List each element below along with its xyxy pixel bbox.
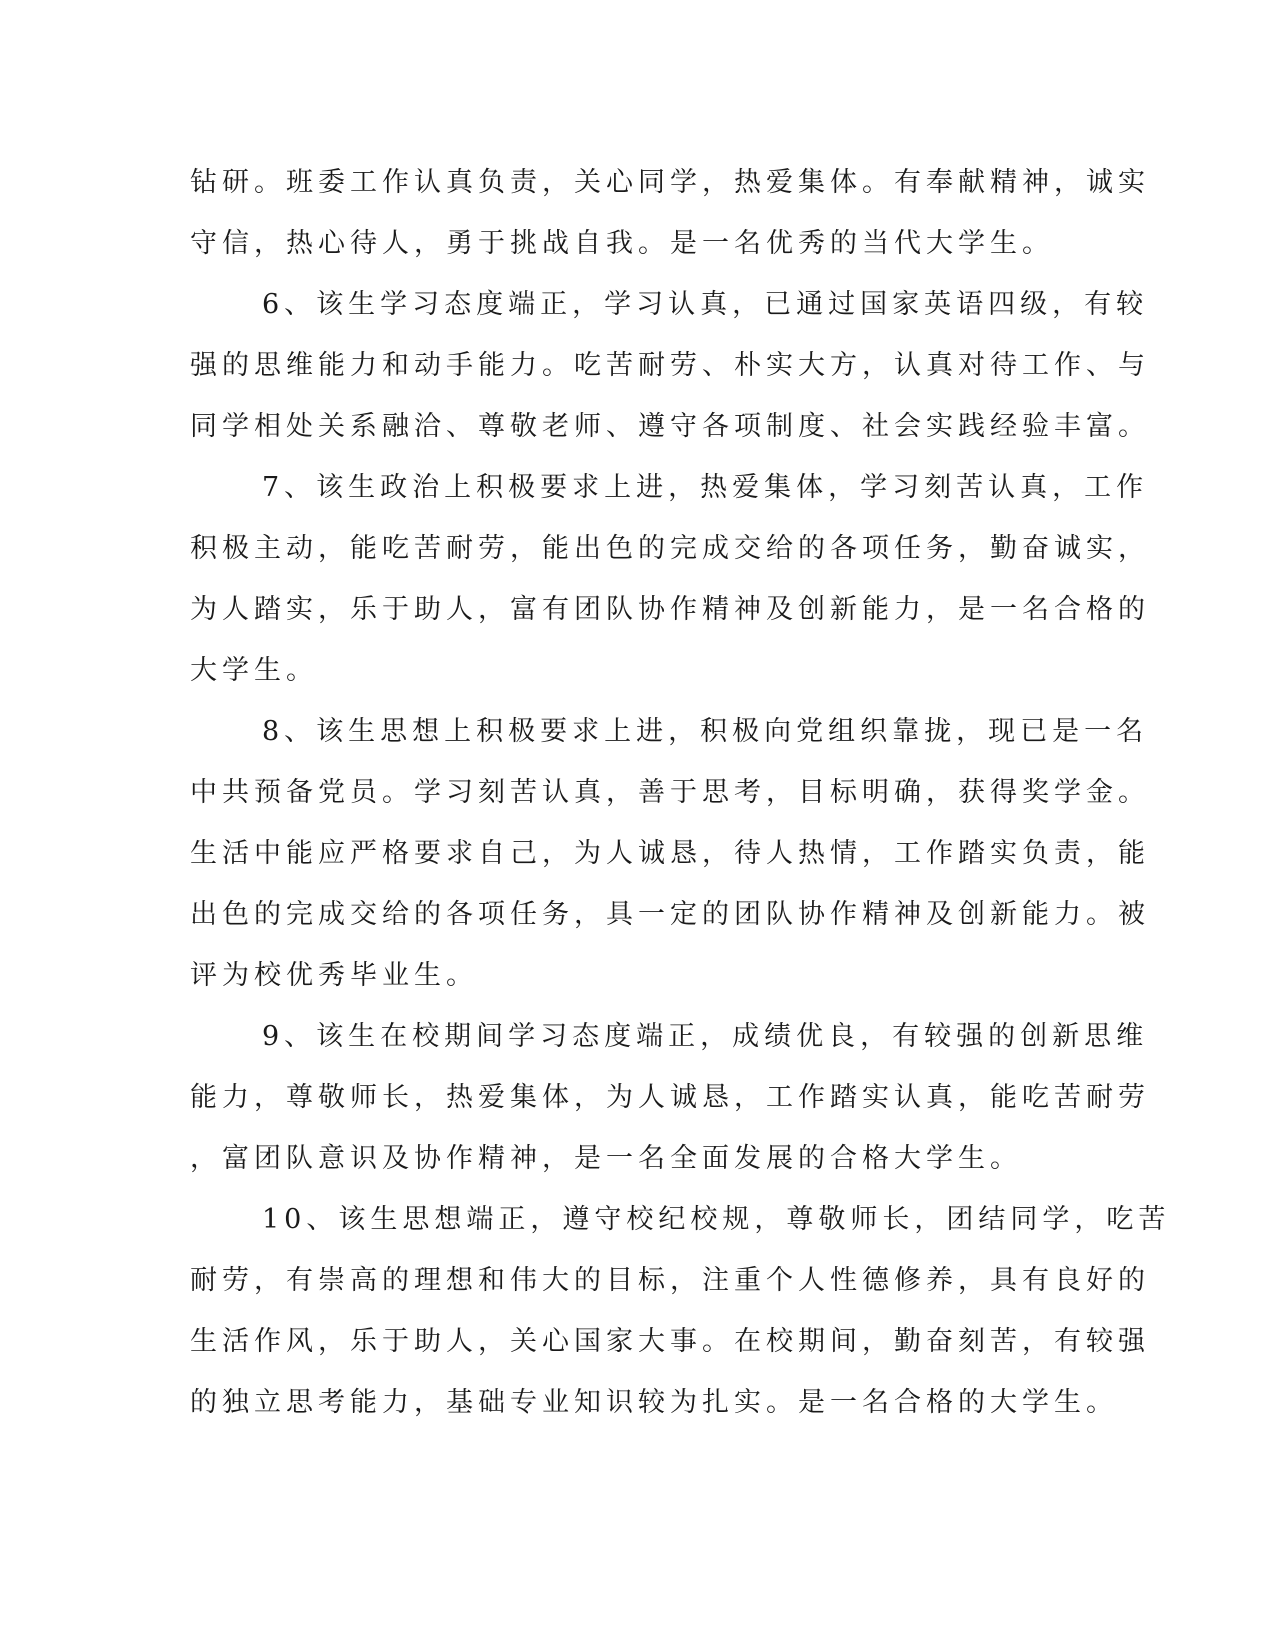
paragraph-8-start: 8、该生思想上积极要求上进，积极向党组织靠拢，现已是一名 [262, 716, 1149, 747]
text-line: 强的思维能力和动手能力。吃苦耐劳、朴实大方，认真对待工作、与 [190, 350, 1150, 381]
text-line: 的独立思考能力，基础专业知识较为扎实。是一名合格的大学生。 [190, 1387, 1118, 1418]
text-line: 能力，尊敬师长，热爱集体，为人诚恳，工作踏实认真，能吃苦耐劳 [190, 1082, 1150, 1113]
paragraph-9-start: 9、该生在校期间学习态度端正，成绩优良，有较强的创新思维 [262, 1021, 1149, 1052]
text-line: 同学相处关系融洽、尊敬老师、遵守各项制度、社会实践经验丰富。 [190, 411, 1150, 442]
text-line: 大学生。 [190, 655, 318, 686]
text-line: 钻研。班委工作认真负责，关心同学，热爱集体。有奉献精神，诚实 [190, 167, 1150, 198]
text-line: 评为校优秀毕业生。 [190, 960, 478, 991]
paragraph-10-start: 10、该生思想端正，遵守校纪校规，尊敬师长，团结同学，吃苦 [262, 1204, 1171, 1235]
text-line: 守信，热心待人，勇于挑战自我。是一名优秀的当代大学生。 [190, 228, 1054, 259]
document-body [190, 152, 1171, 1433]
text-line: 耐劳，有崇高的理想和伟大的目标，注重个人性德修养，具有良好的 [190, 1265, 1150, 1296]
text-line: ，富团队意识及协作精神，是一名全面发展的合格大学生。 [190, 1143, 1022, 1174]
paragraph-7-start: 7、该生政治上积极要求上进，热爱集体，学习刻苦认真，工作 [262, 472, 1149, 503]
text-line: 中共预备党员。学习刻苦认真，善于思考，目标明确，获得奖学金。 [190, 777, 1150, 808]
text-line: 积极主动，能吃苦耐劳，能出色的完成交给的各项任务，勤奋诚实， [190, 533, 1150, 564]
paragraph-6-start: 6、该生学习态度端正，学习认真，已通过国家英语四级，有较 [262, 289, 1149, 320]
text-line: 为人踏实，乐于助人，富有团队协作精神及创新能力，是一名合格的 [190, 594, 1150, 625]
text-line: 出色的完成交给的各项任务，具一定的团队协作精神及创新能力。被 [190, 899, 1150, 930]
text-line: 生活作风，乐于助人，关心国家大事。在校期间，勤奋刻苦，有较强 [190, 1326, 1150, 1357]
text-line: 生活中能应严格要求自己，为人诚恳，待人热情，工作踏实负责，能 [190, 838, 1150, 869]
